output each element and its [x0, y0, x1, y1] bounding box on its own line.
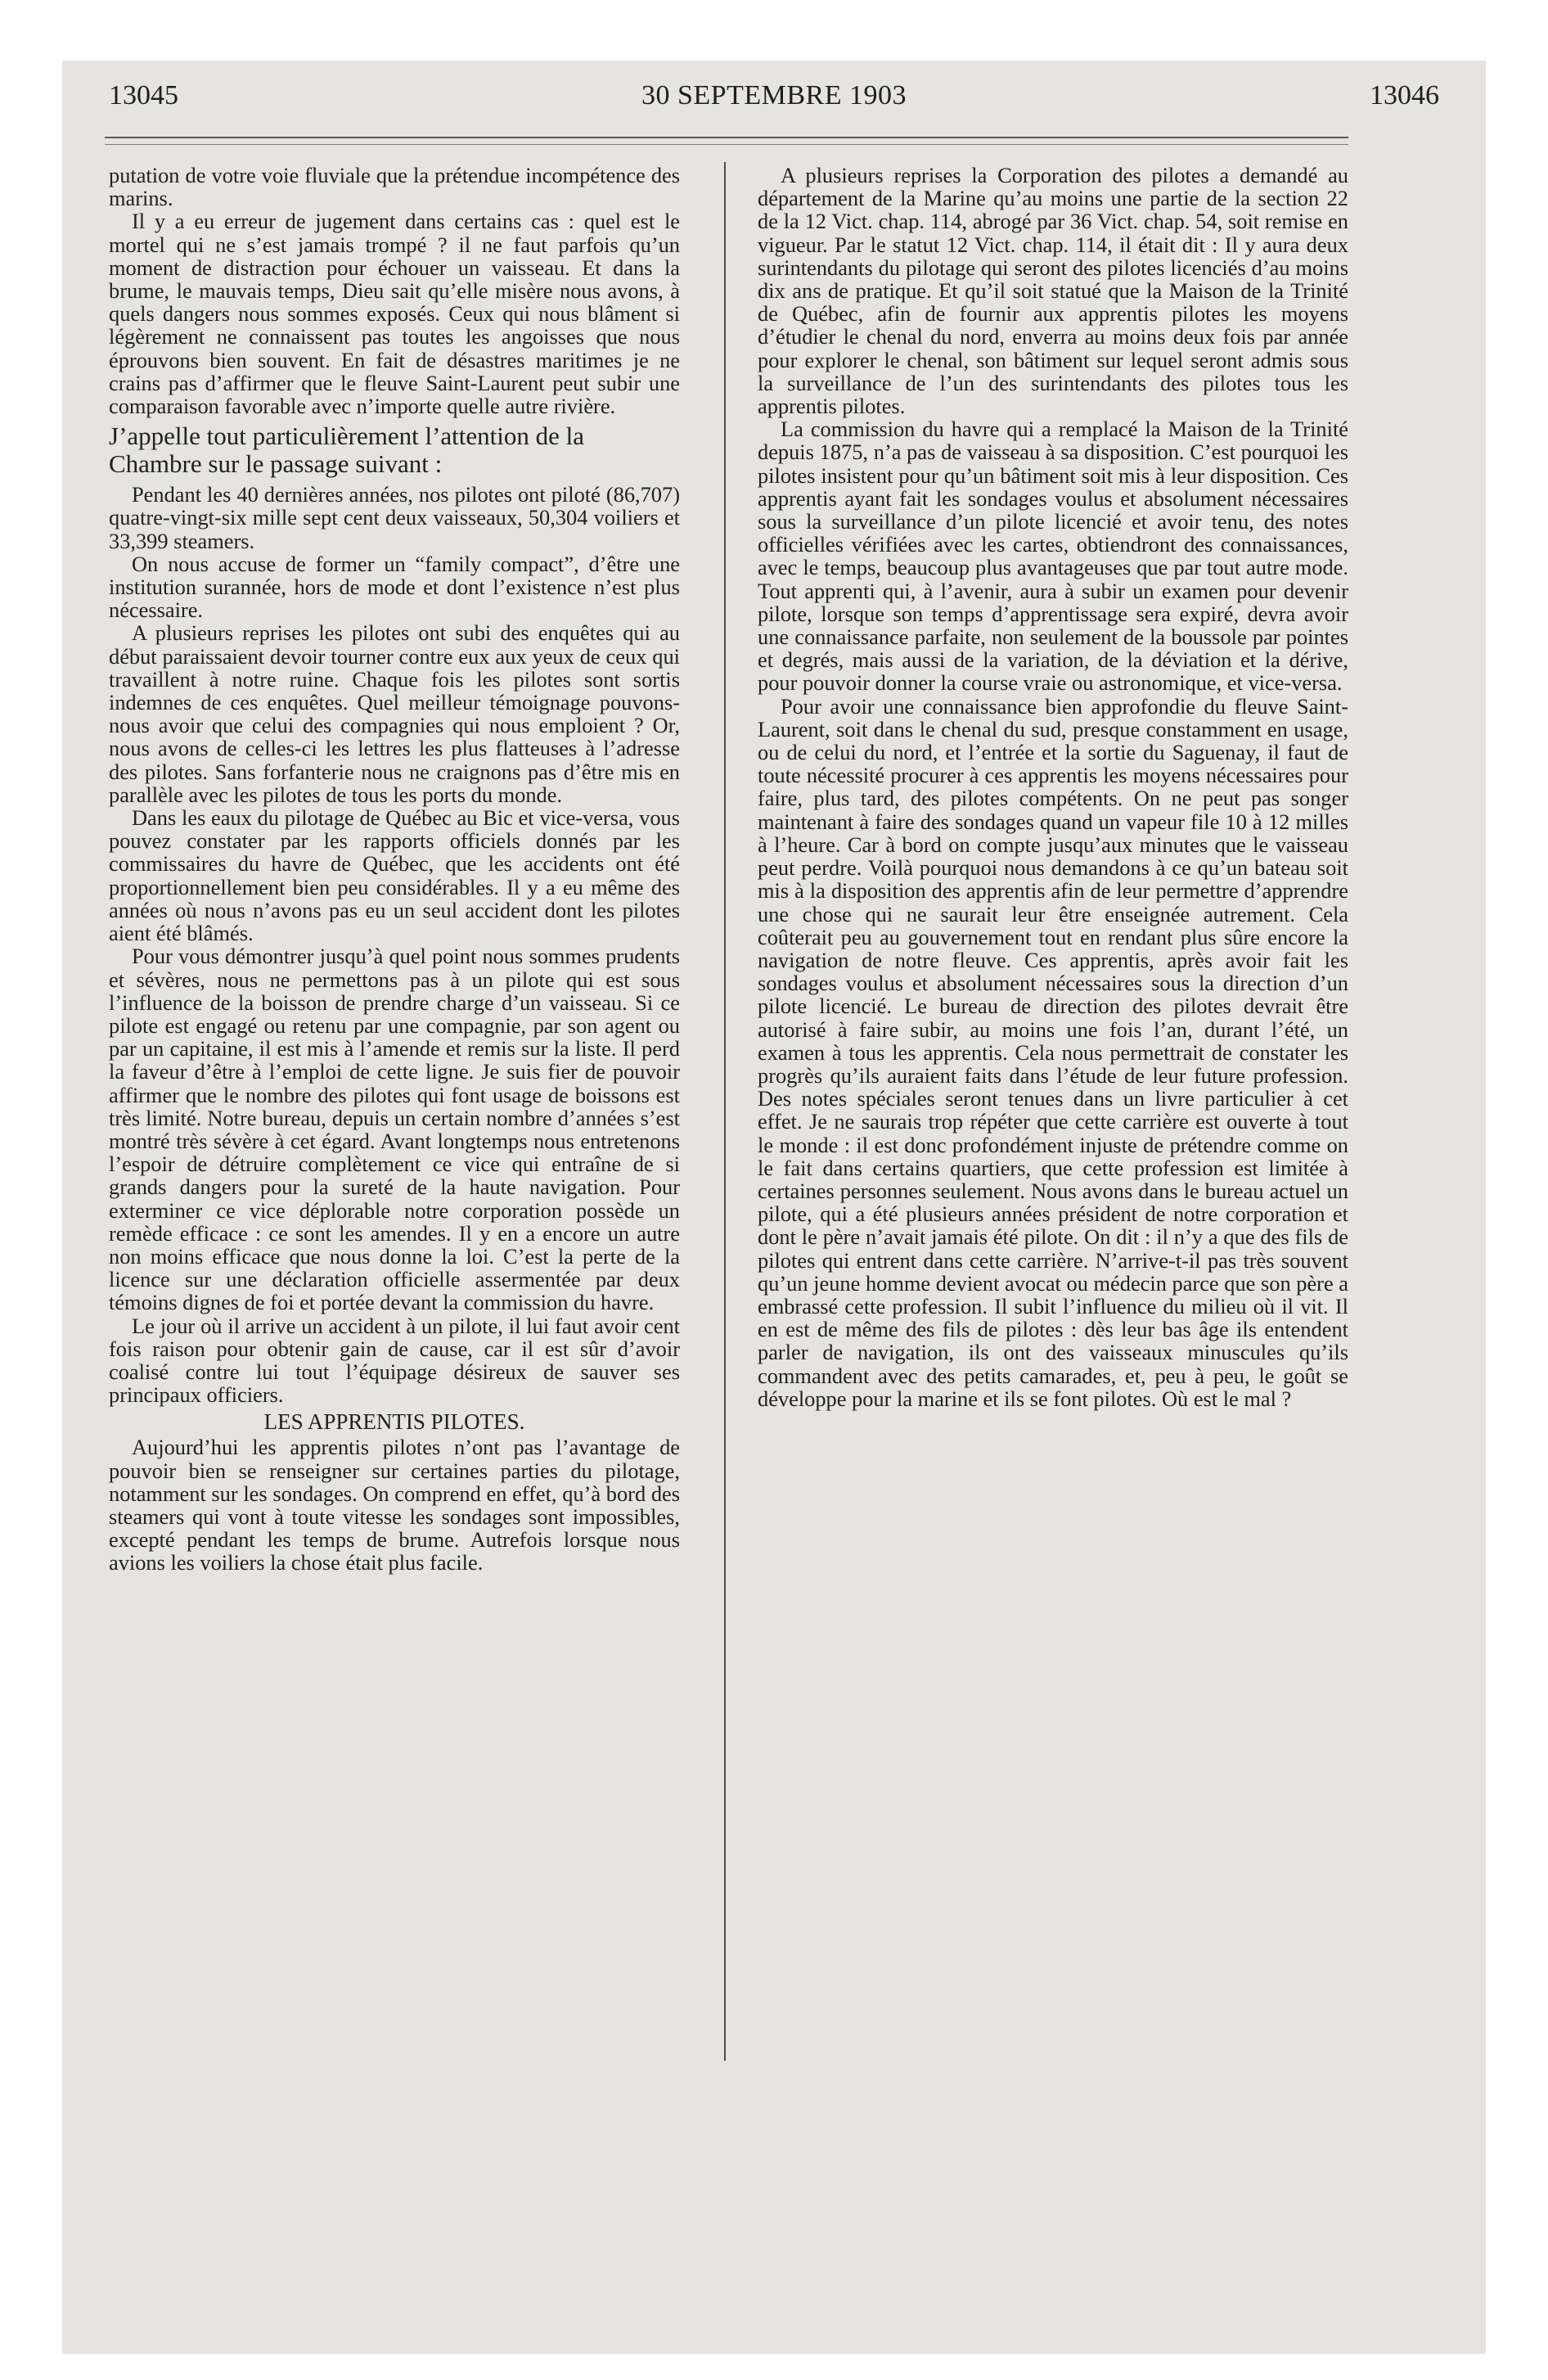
paragraph: putation de votre voie fluviale que la prétendue incompétence des marins. — [109, 163, 680, 211]
paragraph: Pendant les 40 dernières années, nos pilotes ont piloté (86,707) quatre-vingt-six mille sept cent deux vaisseaux, 50,304 voiliers et 33,399 steamers. — [109, 482, 680, 553]
subheading: LES APPRENTIS PILOTES. — [263, 1409, 525, 1435]
paragraph: Il y a eu erreur de jugement dans certains cas : quel est le mortel qui ne s’est jamais trompé ? il ne faut parfois qu’un moment de distraction pour échouer un vaisseau. Et dans la brume, le mauvais temps, Dieu sait qu’elle misère nous avons, à quels dangers nous sommes exposés. Ceux qui nous blâment si légèrement ne connaissent pas toutes les angoisses que nous éprouvons bien souvent. En fait de désastres maritimes je ne crains pas d’affirmer que le fleuve Saint-Laurent peut subir une comparaison favorable avec n’importe quelle autre rivière. — [109, 209, 680, 419]
paragraph: La commission du havre qui a remplacé la Maison de la Trinité depuis 1875, n’a pas de vaisseau à sa disposition. C’est pourquoi les pilotes insistent pour qu’un bâtiment soit mis à leur disposition. Ces apprentis ayant fait les sondages voulus et absolument nécessaires sous la surveillance d’un pilote licencié et avoir tenu, des notes officielles vérifiées avec les cartes, obtiendront des connaissances, avec le temps, beaucoup plus avantageuses que par tout autre mode. Tout apprenti qui, à l’avenir, aura à subir un examen pour devenir pilote, lorsque son temps d’apprentissage sera expiré, devra avoir une connaissance parfaite, non seulement de la boussole par pointes et degrés, mais aussi de la variation, de la déviation et la dérive, pour pouvoir donner la course vraie ou astronomique, et vice-versa. — [758, 417, 1348, 696]
paragraph: A plusieurs reprises les pilotes ont subi des enquêtes qui au début paraissaient devoir tourner contre eux aux yeux de ceux qui travaillent à notre ruine. Chaque fois les pilotes sont sortis indemnes de ces enquêtes. Quel meilleur témoignage pouvons-nous avoir que celui des compagnies qui nous emploient ? Or, nous avons de celles-ci les lettres les plus flatteuses à l’adresse des pilotes. Sans forfanterie nous ne craignons pas d’être mis en parallèle avec les pilotes de tous les ports du monde. — [109, 620, 680, 807]
paragraph: Dans les eaux du pilotage de Québec au Bic et vice-versa, vous pouvez constater par les rapports officiels donnés par les commissaires du havre de Québec, que les accidents ont été proportionnellement bien peu considérables. Il y a eu même des années où nous n’avons pas eu un seul accident dont les pilotes aient été blâmés. — [109, 805, 680, 946]
header-rule-thin — [105, 144, 1348, 145]
right-column — [758, 164, 1348, 1410]
header-date: 30 SEPTEMBRE 1903 — [641, 80, 907, 110]
page-number-left: 13045 — [109, 80, 178, 110]
paragraph: Pour avoir une connaissance bien approfondie du fleuve Saint-Laurent, soit dans le chenal du sud, presque constamment en usage, ou de celui du nord, et l’entrée et la sortie du Saguenay, il faut de toute nécessité procurer à ces apprentis les moyens nécessaires pour faire, plus tard, des pilotes compétents. On ne peut pas songer maintenant à faire des sondages quand un vapeur file 10 à 12 milles à l’heure. Car à bord on compte jusqu’aux minutes que le vaisseau peut perdre. Voilà pourquoi nous demandons à ce qu’un bateau soit mis à la disposition des apprentis afin de leur permettre d’apprendre une chose qui ne saurait leur être enseignée autrement. Cela coûterait peu au gouvernement tout en rendant plus sûre encore la navigation de notre fleuve. Ces apprentis, après avoir fait les sondages voulus et absolument nécessaires sous la direction d’un pilote licencié. Le bureau de direction des pilotes devrait être autorisé à faire subir, au moins une fois l’an, durant l’été, un examen à tous les apprentis. Cela nous permettrait de constater les progrès qu’ils auraient faits dans l’étude de leur future profession. Des notes spéciales seront tenues dans un livre particulier à cet effet. Je ne saurais trop répéter que cette carrière est ouverte à tout le monde : il est donc profondément injuste de prétendre comme on le fait dans certains quartiers, que cette profession est limitée à certaines personnes seulement. Nous avons dans le bureau actuel un pilote, qui a été plusieurs années président de notre corporation et dont le père n’avait jamais été pilote. On dit : il n’y a que des fils de pilotes qui entrent dans cette carrière. N’arrive-t-il pas très souvent qu’un jeune homme devient avocat ou médecin parce que son père a embrassé cette profession. Il subit l’influence du milieu où il vit. Il en est de même des fils de pilotes : dès leur bas âge ils entendent parler de navigation, ils ont des vaisseaux minuscules qu’ils commandent avec des petits camarades, et, peu à peu, le goût se développe pour la marine et ils se font pilotes. Où est le mal ? — [758, 693, 1348, 1411]
paragraph: On nous accuse de former un “family compact”, d’être une institution surannée, hors de mode et dont l’existence n’est plus nécessaire. — [109, 551, 680, 623]
header-rule — [105, 137, 1348, 138]
paragraph: Pour vous démontrer jusqu’à quel point nous sommes prudents et sévères, nous ne permettons pas à un pilote qui est sous l’influence de la boisson de prendre charge d’un vaisseau. Si ce pilote est engagé ou retenu par une compagnie, par son agent ou par un capitaine, il est mis à l’amende et remis sur la liste. Il perd la faveur d’être à l’emploi de cette ligne. Je suis fier de pouvoir affirmer que le nombre des pilotes qui font usage de boissons est très limité. Notre bureau, depuis un certain nombre d’années s’est montré très sévère à cet égard. Avant longtemps nous entretenons l’espoir de détruire complètement ce vice qui entraîne de si grands dangers pour la sureté de la haute navigation. Pour exterminer ce vice déplorable notre corporation possède un remède efficace : ce sont les amendes. Il y en a encore un autre non moins efficace que nous donne la loi. C’est la perte de la licence sur une déclaration officielle assermentée par deux témoins dignes de foi et portée devant la commission du havre. — [109, 944, 680, 1315]
page-header — [0, 80, 1548, 121]
column-divider — [724, 162, 726, 2061]
paragraph: A plusieurs reprises la Corporation des pilotes a demandé au département de la Marine qu’au moins une partie de la section 22 de la 12 Vict. chap. 114, abrogé par 36 Vict. chap. 54, soit remise en vigueur. Par le statut 12 Vict. chap. 114, il était dit : Il y aura deux surintendants du pilotage qui seront des pilotes licenciés d’au moins dix ans de pratique. Et qu’il soit statué que la Maison de la Trinité de Québec, afin de fournir aux apprentis pilotes les moyens d’étudier le chenal du nord, enverra au moins deux fois par année pour explorer le chenal, son bâtiment sur lequel seront admis sous la surveillance de l’un des surintendants des pilotes tous les apprentis pilotes. — [758, 163, 1348, 419]
left-column — [109, 164, 680, 1575]
paragraph: Le jour où il arrive un accident à un pilote, il lui faut avoir cent fois raison pour obtenir gain de cause, car il est sûr d’avoir coalisé contre lui tout l’équipage désireux de sauver ses principaux officiers. — [109, 1313, 680, 1408]
section-heading: J’appelle tout particulièrement l’attention de la Chambre sur le passage suivant : — [109, 421, 585, 479]
page-number-right: 13046 — [1370, 80, 1439, 110]
paragraph: Aujourd’hui les apprentis pilotes n’ont pas l’avantage de pouvoir bien se renseigner sur certaines parties du pilotage, notamment sur les sondages. On comprend en effet, qu’à bord des steamers qui vont à toute vitesse les sondages sont impossibles, excepté pendant les temps de brume. Autrefois lorsque nous avions les voiliers la chose était plus facile. — [109, 1435, 680, 1575]
